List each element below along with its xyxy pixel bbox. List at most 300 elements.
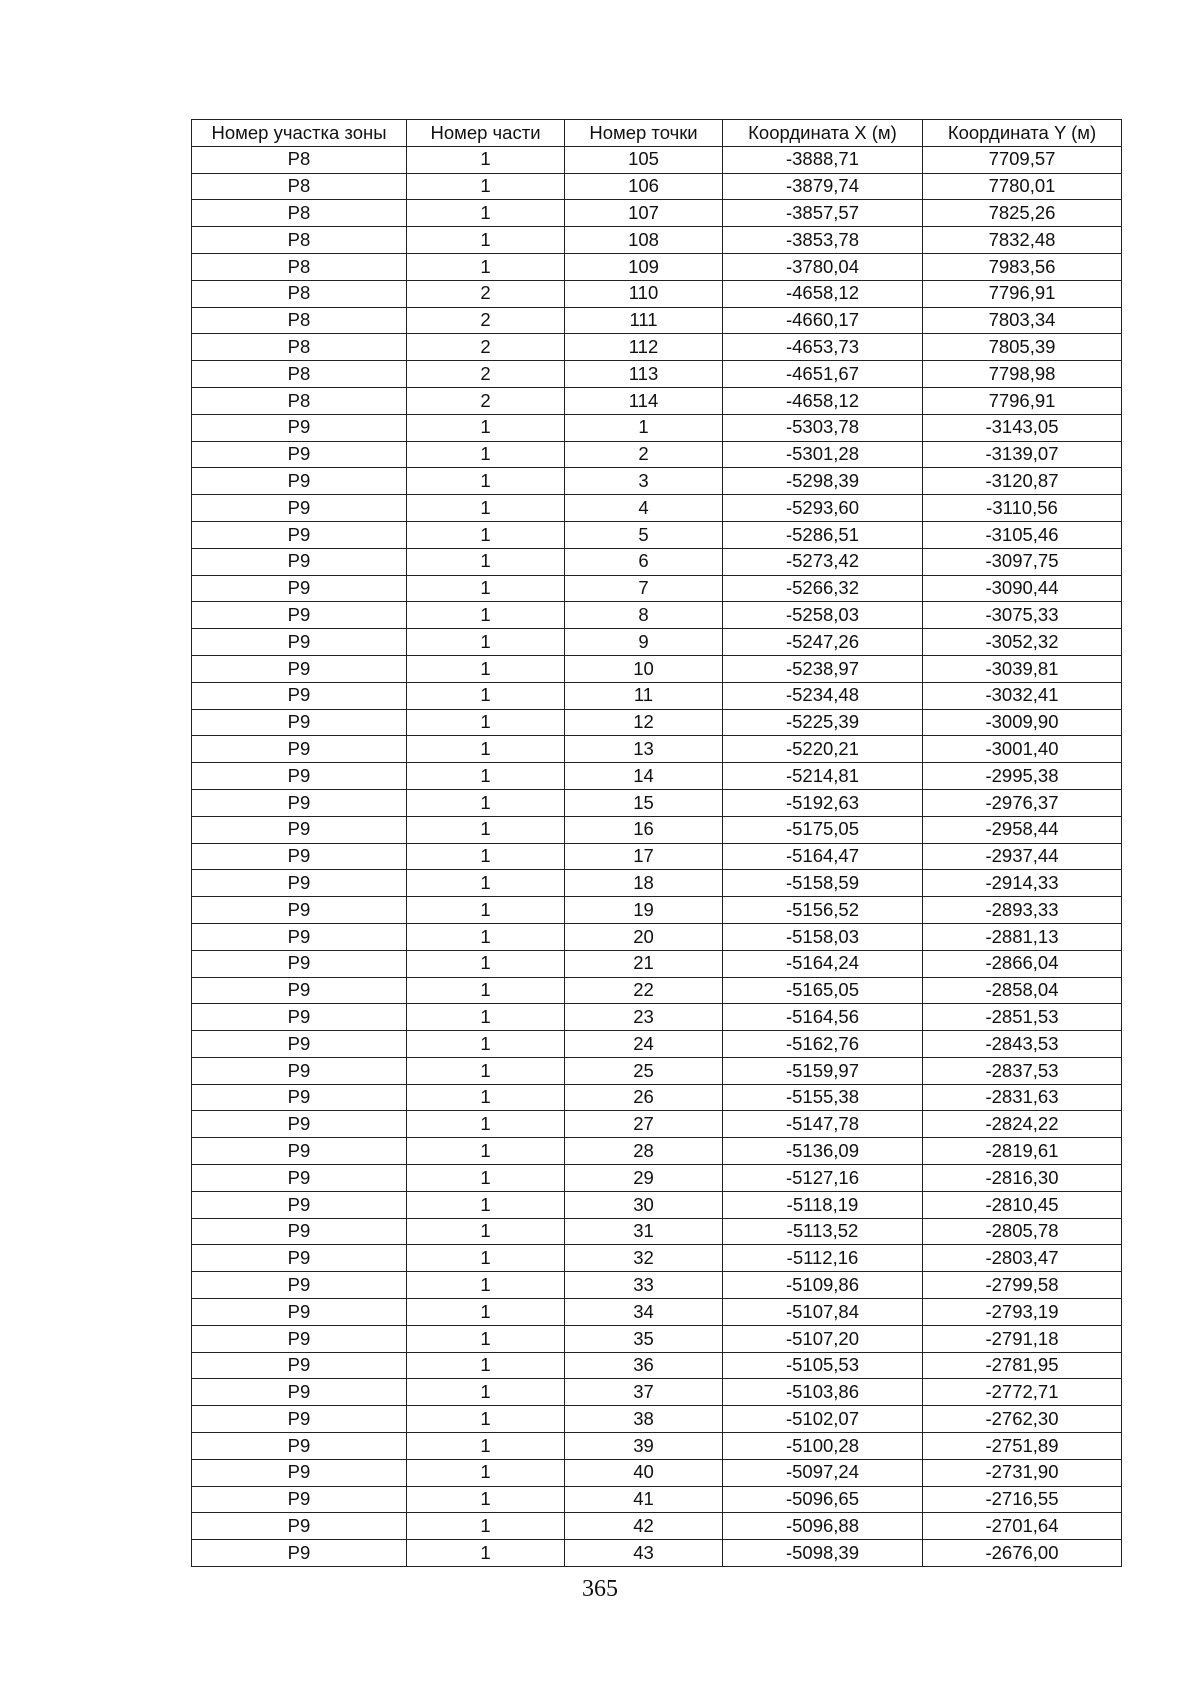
- page-number: 365: [582, 1576, 618, 1602]
- cell-coordinate-x: -4651,67: [723, 361, 923, 388]
- header-zone-section: Номер участка зоны: [192, 120, 407, 147]
- cell-zone-section: Р9: [192, 1406, 407, 1433]
- table-row: [192, 1433, 1122, 1460]
- cell-zone-section: Р9: [192, 441, 407, 468]
- cell-coordinate-x: -5112,16: [723, 1245, 923, 1272]
- table-row: [192, 1513, 1122, 1540]
- cell-zone-section: Р9: [192, 1004, 407, 1031]
- cell-coordinate-x: -5301,28: [723, 441, 923, 468]
- cell-part-number: 1: [407, 843, 565, 870]
- cell-zone-section: Р9: [192, 682, 407, 709]
- cell-point-number: 21: [565, 950, 723, 977]
- cell-zone-section: Р9: [192, 950, 407, 977]
- cell-coordinate-x: -5156,52: [723, 897, 923, 924]
- cell-coordinate-y: -3110,56: [923, 495, 1122, 522]
- cell-part-number: 1: [407, 1406, 565, 1433]
- cell-part-number: 1: [407, 173, 565, 200]
- table-row: [192, 253, 1122, 280]
- cell-part-number: 1: [407, 1004, 565, 1031]
- table-row: [192, 521, 1122, 548]
- cell-zone-section: Р8: [192, 253, 407, 280]
- cell-zone-section: Р8: [192, 361, 407, 388]
- cell-part-number: 1: [407, 200, 565, 227]
- cell-part-number: 1: [407, 1057, 565, 1084]
- cell-coordinate-y: -2824,22: [923, 1111, 1122, 1138]
- cell-point-number: 3: [565, 468, 723, 495]
- cell-coordinate-y: 7709,57: [923, 146, 1122, 173]
- table-row: [192, 602, 1122, 629]
- cell-coordinate-x: -5105,53: [723, 1352, 923, 1379]
- cell-coordinate-x: -5162,76: [723, 1031, 923, 1058]
- cell-coordinate-y: -3139,07: [923, 441, 1122, 468]
- table-body: [192, 146, 1122, 1566]
- cell-part-number: 1: [407, 682, 565, 709]
- cell-coordinate-y: -3052,32: [923, 629, 1122, 656]
- cell-part-number: 1: [407, 1433, 565, 1460]
- cell-coordinate-y: -2772,71: [923, 1379, 1122, 1406]
- cell-coordinate-x: -4660,17: [723, 307, 923, 334]
- cell-coordinate-x: -5286,51: [723, 521, 923, 548]
- cell-part-number: 1: [407, 253, 565, 280]
- cell-coordinate-y: 7796,91: [923, 280, 1122, 307]
- cell-coordinate-x: -4658,12: [723, 387, 923, 414]
- cell-part-number: 1: [407, 870, 565, 897]
- table-row: [192, 1299, 1122, 1326]
- table-row: [192, 1325, 1122, 1352]
- cell-point-number: 17: [565, 843, 723, 870]
- cell-part-number: 1: [407, 441, 565, 468]
- cell-coordinate-y: -2914,33: [923, 870, 1122, 897]
- table-row: [192, 227, 1122, 254]
- cell-coordinate-y: -3001,40: [923, 736, 1122, 763]
- cell-point-number: 31: [565, 1218, 723, 1245]
- table-row: [192, 1540, 1122, 1567]
- cell-point-number: 35: [565, 1325, 723, 1352]
- cell-coordinate-y: -3075,33: [923, 602, 1122, 629]
- cell-point-number: 24: [565, 1031, 723, 1058]
- cell-coordinate-x: -5097,24: [723, 1459, 923, 1486]
- cell-part-number: 1: [407, 495, 565, 522]
- cell-part-number: 1: [407, 977, 565, 1004]
- cell-point-number: 23: [565, 1004, 723, 1031]
- table-row: [192, 173, 1122, 200]
- header-part-number: Номер части: [407, 120, 565, 147]
- table-row: [192, 1379, 1122, 1406]
- cell-point-number: 106: [565, 173, 723, 200]
- cell-coordinate-x: -5103,86: [723, 1379, 923, 1406]
- cell-part-number: 1: [407, 1111, 565, 1138]
- table-row: [192, 709, 1122, 736]
- cell-part-number: 1: [407, 1379, 565, 1406]
- cell-part-number: 1: [407, 548, 565, 575]
- cell-point-number: 18: [565, 870, 723, 897]
- cell-coordinate-x: -3879,74: [723, 173, 923, 200]
- cell-part-number: 1: [407, 1459, 565, 1486]
- table-row: [192, 950, 1122, 977]
- cell-coordinate-y: 7983,56: [923, 253, 1122, 280]
- cell-zone-section: Р8: [192, 387, 407, 414]
- cell-point-number: 32: [565, 1245, 723, 1272]
- cell-point-number: 1: [565, 414, 723, 441]
- cell-zone-section: Р9: [192, 736, 407, 763]
- cell-point-number: 6: [565, 548, 723, 575]
- cell-coordinate-y: -2805,78: [923, 1218, 1122, 1245]
- cell-coordinate-x: -5127,16: [723, 1165, 923, 1192]
- cell-point-number: 38: [565, 1406, 723, 1433]
- cell-zone-section: Р9: [192, 521, 407, 548]
- cell-part-number: 1: [407, 736, 565, 763]
- cell-point-number: 27: [565, 1111, 723, 1138]
- cell-zone-section: Р9: [192, 1486, 407, 1513]
- cell-point-number: 4: [565, 495, 723, 522]
- cell-zone-section: Р9: [192, 870, 407, 897]
- cell-part-number: 1: [407, 923, 565, 950]
- cell-zone-section: Р9: [192, 1352, 407, 1379]
- cell-coordinate-y: -2701,64: [923, 1513, 1122, 1540]
- table-row: [192, 977, 1122, 1004]
- cell-coordinate-x: -5164,47: [723, 843, 923, 870]
- cell-point-number: 10: [565, 655, 723, 682]
- cell-zone-section: Р9: [192, 1084, 407, 1111]
- cell-zone-section: Р9: [192, 1513, 407, 1540]
- table-row: [192, 816, 1122, 843]
- cell-coordinate-y: -3143,05: [923, 414, 1122, 441]
- cell-coordinate-y: -2937,44: [923, 843, 1122, 870]
- cell-zone-section: Р9: [192, 1191, 407, 1218]
- table-row: [192, 548, 1122, 575]
- cell-part-number: 1: [407, 655, 565, 682]
- cell-coordinate-x: -5234,48: [723, 682, 923, 709]
- cell-point-number: 39: [565, 1433, 723, 1460]
- cell-point-number: 107: [565, 200, 723, 227]
- cell-coordinate-y: -3097,75: [923, 548, 1122, 575]
- table-row: [192, 280, 1122, 307]
- cell-zone-section: Р9: [192, 763, 407, 790]
- cell-zone-section: Р9: [192, 1218, 407, 1245]
- table-row: [192, 1138, 1122, 1165]
- table-row: [192, 414, 1122, 441]
- cell-coordinate-y: 7805,39: [923, 334, 1122, 361]
- cell-coordinate-x: -5098,39: [723, 1540, 923, 1567]
- cell-part-number: 1: [407, 1245, 565, 1272]
- cell-coordinate-y: 7803,34: [923, 307, 1122, 334]
- cell-zone-section: Р9: [192, 602, 407, 629]
- cell-point-number: 43: [565, 1540, 723, 1567]
- cell-coordinate-x: -5238,97: [723, 655, 923, 682]
- cell-part-number: 1: [407, 709, 565, 736]
- cell-coordinate-y: -2976,37: [923, 789, 1122, 816]
- table-row: [192, 1191, 1122, 1218]
- cell-part-number: 1: [407, 227, 565, 254]
- cell-part-number: 2: [407, 361, 565, 388]
- cell-point-number: 110: [565, 280, 723, 307]
- cell-part-number: 1: [407, 897, 565, 924]
- cell-coordinate-x: -5147,78: [723, 1111, 923, 1138]
- cell-zone-section: Р9: [192, 1325, 407, 1352]
- cell-point-number: 16: [565, 816, 723, 843]
- cell-part-number: 1: [407, 1272, 565, 1299]
- cell-zone-section: Р9: [192, 629, 407, 656]
- cell-coordinate-y: -2816,30: [923, 1165, 1122, 1192]
- table-row: [192, 387, 1122, 414]
- cell-zone-section: Р9: [192, 548, 407, 575]
- cell-coordinate-x: -4658,12: [723, 280, 923, 307]
- cell-coordinate-y: -2858,04: [923, 977, 1122, 1004]
- cell-coordinate-x: -5107,84: [723, 1299, 923, 1326]
- cell-point-number: 37: [565, 1379, 723, 1406]
- cell-coordinate-x: -3853,78: [723, 227, 923, 254]
- cell-coordinate-y: 7780,01: [923, 173, 1122, 200]
- cell-coordinate-y: -2843,53: [923, 1031, 1122, 1058]
- cell-zone-section: Р9: [192, 1540, 407, 1567]
- cell-coordinate-y: -2893,33: [923, 897, 1122, 924]
- cell-coordinate-x: -5102,07: [723, 1406, 923, 1433]
- table-header: [192, 120, 1122, 147]
- cell-coordinate-x: -4653,73: [723, 334, 923, 361]
- table-row: [192, 843, 1122, 870]
- table-row: [192, 629, 1122, 656]
- cell-zone-section: Р9: [192, 1057, 407, 1084]
- cell-part-number: 1: [407, 1138, 565, 1165]
- table-row: [192, 1031, 1122, 1058]
- cell-part-number: 1: [407, 1191, 565, 1218]
- cell-point-number: 13: [565, 736, 723, 763]
- cell-coordinate-y: -2762,30: [923, 1406, 1122, 1433]
- cell-point-number: 15: [565, 789, 723, 816]
- cell-zone-section: Р9: [192, 816, 407, 843]
- cell-coordinate-x: -5258,03: [723, 602, 923, 629]
- cell-point-number: 28: [565, 1138, 723, 1165]
- cell-coordinate-y: -2781,95: [923, 1352, 1122, 1379]
- cell-point-number: 33: [565, 1272, 723, 1299]
- table-row: [192, 1272, 1122, 1299]
- table-row: [192, 1111, 1122, 1138]
- cell-coordinate-y: -2799,58: [923, 1272, 1122, 1299]
- cell-part-number: 1: [407, 950, 565, 977]
- table-row: [192, 495, 1122, 522]
- cell-coordinate-x: -5214,81: [723, 763, 923, 790]
- cell-part-number: 1: [407, 763, 565, 790]
- table-row: [192, 1459, 1122, 1486]
- cell-part-number: 1: [407, 1299, 565, 1326]
- cell-coordinate-y: -2819,61: [923, 1138, 1122, 1165]
- cell-part-number: 1: [407, 629, 565, 656]
- table-row: [192, 1406, 1122, 1433]
- cell-coordinate-x: -5266,32: [723, 575, 923, 602]
- cell-zone-section: Р9: [192, 468, 407, 495]
- cell-point-number: 22: [565, 977, 723, 1004]
- cell-coordinate-y: -2881,13: [923, 923, 1122, 950]
- cell-point-number: 108: [565, 227, 723, 254]
- cell-point-number: 42: [565, 1513, 723, 1540]
- cell-point-number: 40: [565, 1459, 723, 1486]
- header-row: [192, 120, 1122, 147]
- cell-part-number: 2: [407, 307, 565, 334]
- cell-coordinate-y: -2676,00: [923, 1540, 1122, 1567]
- cell-point-number: 8: [565, 602, 723, 629]
- cell-coordinate-x: -5164,24: [723, 950, 923, 977]
- cell-zone-section: Р9: [192, 1272, 407, 1299]
- cell-coordinate-y: -3105,46: [923, 521, 1122, 548]
- cell-coordinate-y: -2837,53: [923, 1057, 1122, 1084]
- cell-zone-section: Р9: [192, 1031, 407, 1058]
- table-row: [192, 655, 1122, 682]
- cell-coordinate-y: -2716,55: [923, 1486, 1122, 1513]
- header-point-number: Номер точки: [565, 120, 723, 147]
- cell-point-number: 19: [565, 897, 723, 924]
- table-row: [192, 789, 1122, 816]
- cell-zone-section: Р9: [192, 1433, 407, 1460]
- cell-point-number: 25: [565, 1057, 723, 1084]
- table-row: [192, 468, 1122, 495]
- cell-zone-section: Р9: [192, 1459, 407, 1486]
- cell-coordinate-x: -5158,59: [723, 870, 923, 897]
- cell-point-number: 12: [565, 709, 723, 736]
- cell-part-number: 1: [407, 1084, 565, 1111]
- cell-zone-section: Р9: [192, 1165, 407, 1192]
- cell-point-number: 5: [565, 521, 723, 548]
- cell-part-number: 1: [407, 816, 565, 843]
- cell-point-number: 109: [565, 253, 723, 280]
- header-coordinate-y: Координата Y (м): [923, 120, 1122, 147]
- cell-coordinate-y: -2803,47: [923, 1245, 1122, 1272]
- table-row: [192, 763, 1122, 790]
- cell-coordinate-y: -3090,44: [923, 575, 1122, 602]
- cell-coordinate-x: -5164,56: [723, 1004, 923, 1031]
- cell-zone-section: Р8: [192, 334, 407, 361]
- cell-part-number: 1: [407, 1165, 565, 1192]
- cell-coordinate-x: -5158,03: [723, 923, 923, 950]
- cell-coordinate-x: -5159,97: [723, 1057, 923, 1084]
- table-row: [192, 146, 1122, 173]
- cell-point-number: 113: [565, 361, 723, 388]
- cell-coordinate-y: -2958,44: [923, 816, 1122, 843]
- cell-part-number: 1: [407, 414, 565, 441]
- cell-zone-section: Р9: [192, 1299, 407, 1326]
- table-row: [192, 1165, 1122, 1192]
- cell-part-number: 1: [407, 146, 565, 173]
- cell-zone-section: Р9: [192, 1138, 407, 1165]
- cell-point-number: 105: [565, 146, 723, 173]
- cell-point-number: 36: [565, 1352, 723, 1379]
- cell-point-number: 41: [565, 1486, 723, 1513]
- table-row: [192, 897, 1122, 924]
- cell-zone-section: Р8: [192, 227, 407, 254]
- table-row: [192, 1245, 1122, 1272]
- cell-coordinate-x: -3888,71: [723, 146, 923, 173]
- cell-zone-section: Р8: [192, 200, 407, 227]
- cell-zone-section: Р9: [192, 575, 407, 602]
- cell-zone-section: Р9: [192, 414, 407, 441]
- cell-coordinate-x: -5109,86: [723, 1272, 923, 1299]
- cell-coordinate-y: -2791,18: [923, 1325, 1122, 1352]
- table-row: [192, 1004, 1122, 1031]
- cell-point-number: 9: [565, 629, 723, 656]
- cell-coordinate-x: -5100,28: [723, 1433, 923, 1460]
- cell-zone-section: Р9: [192, 655, 407, 682]
- cell-coordinate-y: 7796,91: [923, 387, 1122, 414]
- table-row: [192, 1218, 1122, 1245]
- cell-zone-section: Р8: [192, 307, 407, 334]
- cell-zone-section: Р9: [192, 789, 407, 816]
- cell-part-number: 1: [407, 1218, 565, 1245]
- cell-point-number: 30: [565, 1191, 723, 1218]
- coordinates-table: [191, 119, 1122, 1567]
- table-row: [192, 334, 1122, 361]
- cell-point-number: 20: [565, 923, 723, 950]
- cell-point-number: 7: [565, 575, 723, 602]
- cell-part-number: 2: [407, 334, 565, 361]
- table-row: [192, 682, 1122, 709]
- cell-coordinate-y: -3120,87: [923, 468, 1122, 495]
- cell-part-number: 1: [407, 1031, 565, 1058]
- cell-coordinate-x: -3780,04: [723, 253, 923, 280]
- cell-coordinate-x: -5293,60: [723, 495, 923, 522]
- cell-coordinate-y: 7798,98: [923, 361, 1122, 388]
- cell-coordinate-x: -5155,38: [723, 1084, 923, 1111]
- cell-coordinate-x: -5303,78: [723, 414, 923, 441]
- table-row: [192, 923, 1122, 950]
- cell-coordinate-y: -2793,19: [923, 1299, 1122, 1326]
- cell-zone-section: Р9: [192, 495, 407, 522]
- cell-part-number: 1: [407, 602, 565, 629]
- table-row: [192, 575, 1122, 602]
- table-row: [192, 1486, 1122, 1513]
- cell-coordinate-x: -5175,05: [723, 816, 923, 843]
- cell-point-number: 26: [565, 1084, 723, 1111]
- cell-part-number: 1: [407, 1325, 565, 1352]
- cell-point-number: 29: [565, 1165, 723, 1192]
- cell-coordinate-x: -5107,20: [723, 1325, 923, 1352]
- cell-zone-section: Р9: [192, 1111, 407, 1138]
- table-row: [192, 361, 1122, 388]
- cell-part-number: 1: [407, 575, 565, 602]
- cell-part-number: 2: [407, 280, 565, 307]
- table-row: [192, 441, 1122, 468]
- cell-zone-section: Р9: [192, 709, 407, 736]
- cell-zone-section: Р9: [192, 977, 407, 1004]
- cell-part-number: 1: [407, 468, 565, 495]
- cell-point-number: 14: [565, 763, 723, 790]
- cell-coordinate-x: -5192,63: [723, 789, 923, 816]
- cell-coordinate-y: -2831,63: [923, 1084, 1122, 1111]
- cell-point-number: 2: [565, 441, 723, 468]
- cell-coordinate-y: -3039,81: [923, 655, 1122, 682]
- cell-coordinate-y: -2851,53: [923, 1004, 1122, 1031]
- table-row: [192, 200, 1122, 227]
- cell-part-number: 1: [407, 1486, 565, 1513]
- cell-point-number: 112: [565, 334, 723, 361]
- cell-part-number: 1: [407, 1540, 565, 1567]
- cell-coordinate-y: -2810,45: [923, 1191, 1122, 1218]
- cell-zone-section: Р9: [192, 897, 407, 924]
- cell-coordinate-x: -5165,05: [723, 977, 923, 1004]
- cell-zone-section: Р9: [192, 843, 407, 870]
- cell-coordinate-y: -2731,90: [923, 1459, 1122, 1486]
- table-row: [192, 1084, 1122, 1111]
- cell-coordinate-y: 7832,48: [923, 227, 1122, 254]
- cell-zone-section: Р9: [192, 1245, 407, 1272]
- cell-coordinate-x: -5225,39: [723, 709, 923, 736]
- cell-point-number: 34: [565, 1299, 723, 1326]
- cell-zone-section: Р8: [192, 146, 407, 173]
- cell-coordinate-y: -3032,41: [923, 682, 1122, 709]
- cell-coordinate-x: -5273,42: [723, 548, 923, 575]
- cell-part-number: 1: [407, 1352, 565, 1379]
- cell-zone-section: Р8: [192, 280, 407, 307]
- cell-part-number: 1: [407, 789, 565, 816]
- cell-coordinate-x: -5096,65: [723, 1486, 923, 1513]
